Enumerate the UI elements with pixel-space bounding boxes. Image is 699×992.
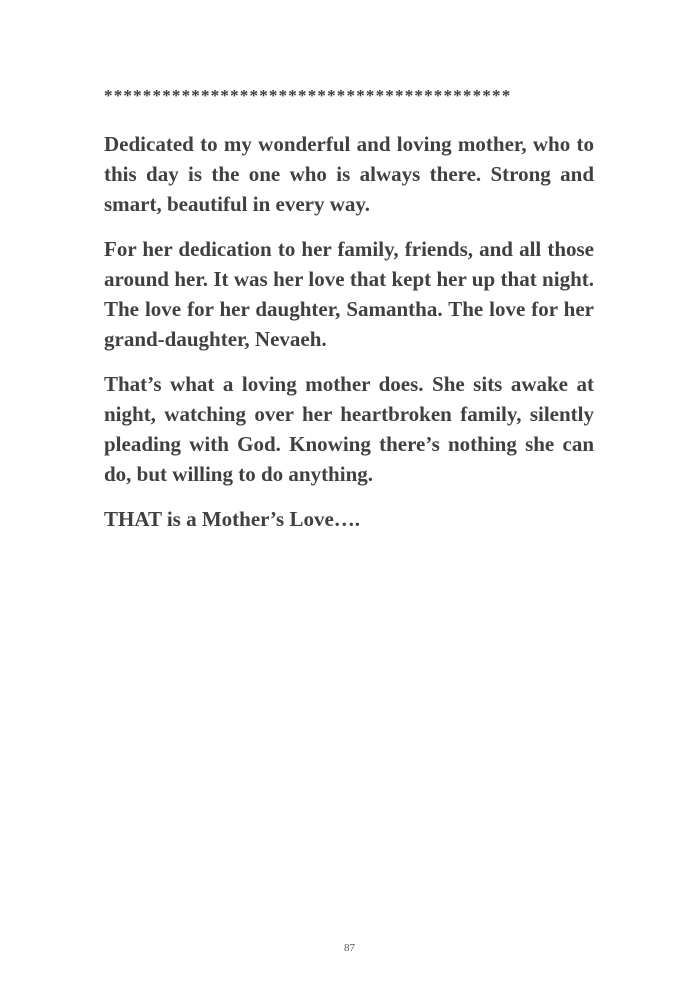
dedication-paragraph-2: For her dedication to her family, friends, and all those around her. It was her love that kept her up that night. The love for her daughter, Samantha. The love for her grand-daughter, Nevaeh. <box>104 237 594 351</box>
dedication-text <box>104 129 594 534</box>
asterisk-divider: ****************************************** <box>104 86 512 105</box>
dedication-paragraph-3: That’s what a loving mother does. She sits awake at night, watching over her heartbroken family, silently pleading with God. Knowing there’s nothing she can do, but willing to do anything. <box>104 372 594 486</box>
page-number: 87 <box>344 942 355 954</box>
closing-line: THAT is a Mother’s Love…. <box>104 507 361 531</box>
dedication-paragraph-1: Dedicated to my wonderful and loving mother, who to this day is the one who is always there. Strong and smart, beautiful in every way. <box>104 132 594 216</box>
